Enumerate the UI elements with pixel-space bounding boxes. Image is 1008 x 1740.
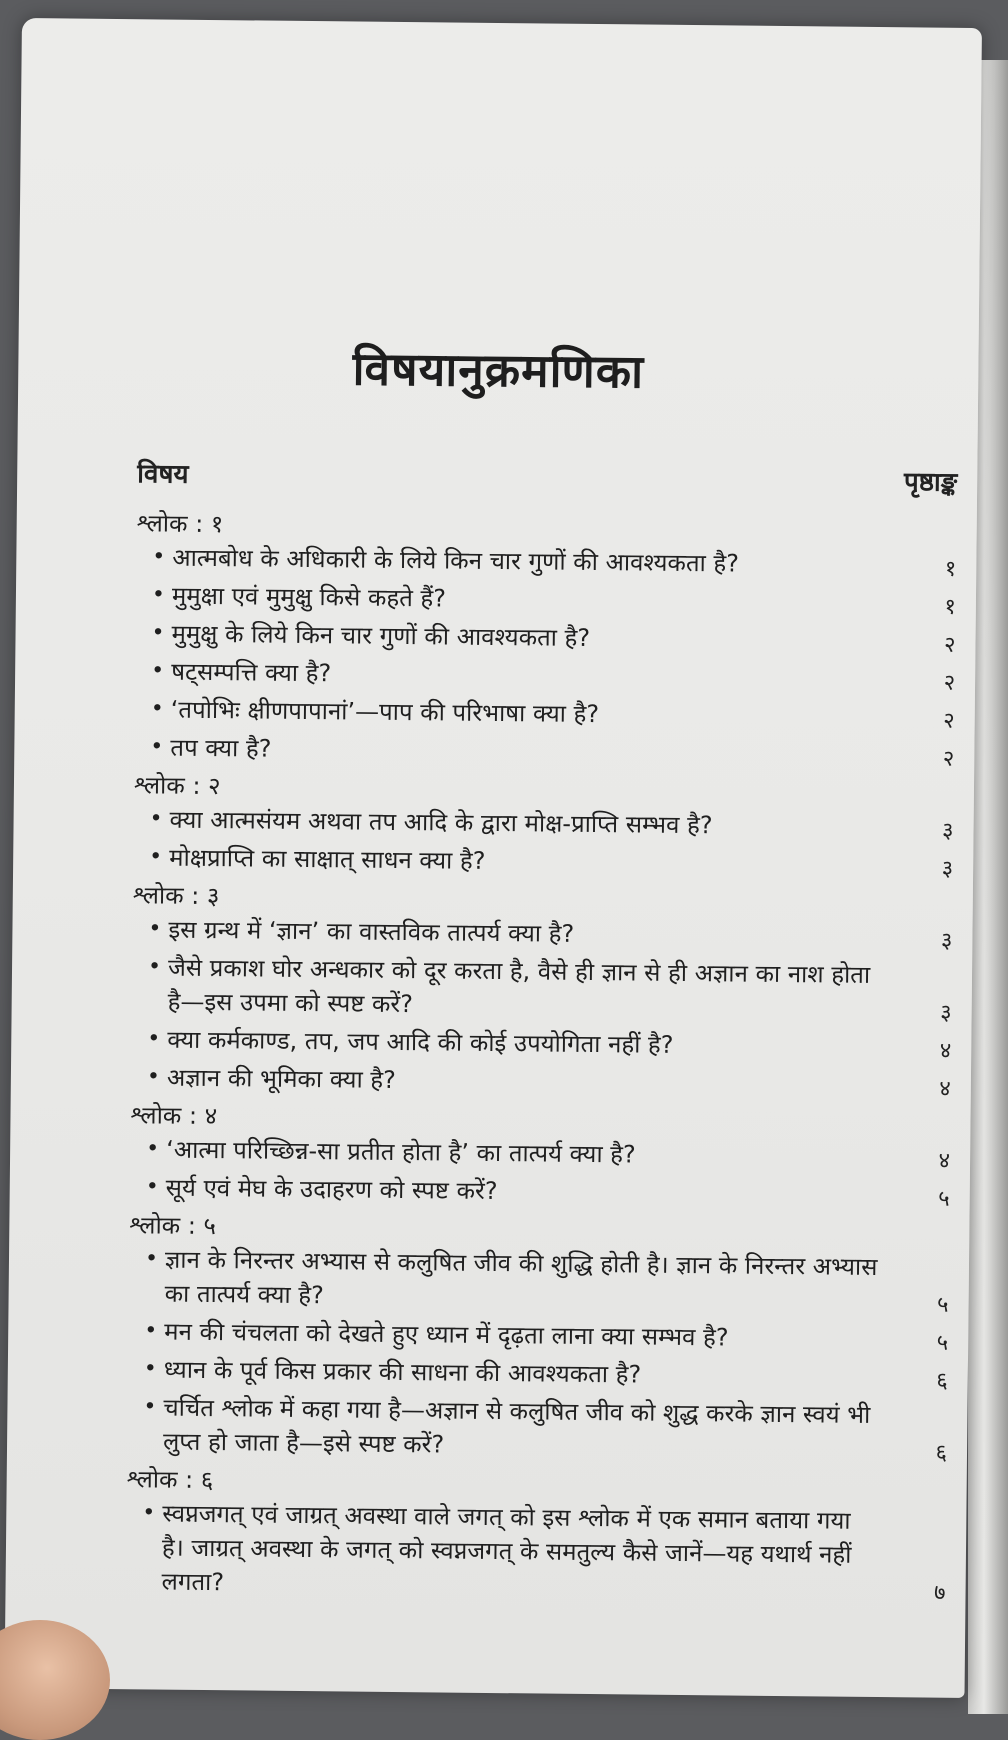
toc-entry <box>125 1496 946 1607</box>
entry-page-number: ३ <box>941 856 954 882</box>
toc-entry <box>135 654 955 697</box>
entry-page-number: ३ <box>940 928 953 954</box>
toc-entry <box>128 1352 948 1395</box>
bullet-icon: • <box>144 1246 159 1272</box>
toc-entry <box>132 950 953 1027</box>
entry-page-number: ३ <box>940 1000 952 1026</box>
entry-text: आत्मबोध के अधिकारी के लिये किन चार गुणों की आवश्यकता है? <box>172 543 740 578</box>
entry-text: ‘आत्मा परिच्छिन्न-सा प्रतीत होता है’ का तात्पर्य क्या है? <box>166 1135 636 1169</box>
section-heading: श्लोक : २ <box>133 771 221 801</box>
section-heading: श्लोक : ५ <box>129 1211 217 1241</box>
bullet-icon: • <box>150 734 164 760</box>
entry-page-number: ४ <box>938 1148 951 1174</box>
entry-text: ‘तपोभिः क्षीणपापानां’—पाप की परिभाषा क्या है? <box>170 695 600 729</box>
toc-section <box>134 506 957 773</box>
section-heading: श्लोक : १ <box>136 509 224 539</box>
entry-page-number: २ <box>943 670 956 696</box>
entry-text: षट्सम्पत्ति क्या है? <box>171 657 332 688</box>
entry-page-number: ७ <box>933 1580 946 1606</box>
column-header-subject: विषय <box>137 459 189 490</box>
bullet-icon: • <box>143 1356 157 1382</box>
entry-text: इस ग्रन्थ में ‘ज्ञान’ का वास्तविक तात्पर्य क्या है? <box>168 915 575 948</box>
entry-text: मुमुक्षा एवं मुमुक्षु किसे कहते हैं? <box>171 581 447 613</box>
entry-text: क्या कर्मकाण्ड, तप, जप आदि की कोई उपयोगिता नहीं है? <box>167 1025 674 1059</box>
section-heading: श्लोक : ६ <box>126 1465 214 1495</box>
section-heading: श्लोक : ४ <box>130 1101 218 1131</box>
toc-entry <box>130 1170 950 1213</box>
toc-section <box>131 878 953 1103</box>
toc-section <box>130 1098 951 1213</box>
entry-page-number: २ <box>942 746 955 772</box>
entry-text: मन की चंचलता को देखते हुए ध्यान में दृढ़ता लाना क्या सम्भव है? <box>164 1317 729 1352</box>
bullet-icon: • <box>147 1026 161 1052</box>
entry-text: ध्यान के पूर्व किस प्रकार की साधना की आवश्यकता है? <box>163 1355 642 1389</box>
bullet-icon: • <box>150 696 164 722</box>
toc-entry <box>133 802 953 845</box>
column-header-page: पृष्ठाङ्क <box>903 467 958 498</box>
bullet-icon: • <box>148 916 162 942</box>
entry-text: चर्चित श्लोक में कहा गया है—अज्ञान से कलुषित जीव को शुद्ध करके ज्ञान स्वयं भी लुप्त हो जाता है—इसे स्पष्ट करें? <box>162 1393 871 1459</box>
entry-page-number: १ <box>944 594 957 620</box>
entry-text: क्या आत्मसंयम अथवा तप आदि के द्वारा मोक्ष-प्राप्ति सम्भव है? <box>169 805 713 840</box>
toc-entry <box>135 692 955 735</box>
bullet-icon: • <box>151 620 165 646</box>
entry-page-number: ५ <box>936 1330 949 1356</box>
toc-entry <box>135 616 955 659</box>
toc-entry <box>132 912 952 955</box>
bullet-icon: • <box>151 582 166 608</box>
entry-text: ज्ञान के निरन्तर अभ्यास से कलुषित जीव की शुद्धि होती है। ज्ञान के निरन्तर अभ्यास का तात्पर्य क्या है? <box>164 1245 878 1310</box>
entry-page-number: २ <box>943 708 955 734</box>
toc-entry <box>134 730 954 773</box>
entry-text: जैसे प्रकाश घोर अन्धकार को दूर करता है, वैसे ही ज्ञान से ही अज्ञान का नाश होता है—इस उपमा को स्पष्ट करें? <box>167 953 871 1019</box>
bullet-icon: • <box>147 954 162 980</box>
bullet-icon: • <box>144 1318 158 1344</box>
toc-entry <box>131 1060 951 1103</box>
toc-section <box>133 768 954 883</box>
toc-entry <box>130 1132 950 1175</box>
entry-page-number: ६ <box>935 1440 948 1466</box>
bullet-icon: • <box>149 844 163 870</box>
entry-text: मुमुक्षु के लिये किन चार गुणों की आवश्यकता है? <box>171 619 591 652</box>
entry-page-number: १ <box>944 556 957 582</box>
entry-text: स्वप्नजगत् एवं जाग्रत् अवस्था वाले जगत् को इस श्लोक में एक समान बताया गया है। जाग्रत् अवस्था के जगत् को स्वप्नजगत् के समतुल्य कैसे जानें—यह यथार्थ नहीं लगता? <box>161 1499 852 1597</box>
bullet-icon: • <box>142 1500 156 1526</box>
entry-page-number: ४ <box>939 1038 952 1064</box>
toc-entry <box>136 578 956 621</box>
entry-page-number: ४ <box>939 1076 951 1102</box>
table-of-contents <box>125 504 956 1611</box>
entry-page-number: ३ <box>941 818 954 844</box>
entry-text: मोक्षप्राप्ति का साक्षात् साधन क्या है? <box>169 843 486 875</box>
bullet-icon: • <box>146 1064 161 1090</box>
toc-section <box>125 1462 946 1607</box>
toc-entry <box>133 840 953 883</box>
bullet-icon: • <box>152 544 166 570</box>
bullet-icon: • <box>149 806 163 832</box>
entry-text: सूर्य एवं मेघ के उदाहरण को स्पष्ट करें? <box>165 1173 498 1206</box>
bullet-icon: • <box>145 1174 159 1200</box>
entry-page-number: २ <box>943 632 956 658</box>
toc-entry <box>136 540 956 583</box>
page-title: विषयानुक्रमणिका <box>352 341 645 399</box>
section-heading: श्लोक : ३ <box>132 881 220 911</box>
entry-text: तप क्या है? <box>170 733 272 763</box>
bullet-icon: • <box>146 1136 160 1162</box>
toc-entry <box>128 1314 948 1357</box>
toc-entry <box>131 1022 951 1065</box>
entry-page-number: ६ <box>936 1368 948 1394</box>
book-page <box>5 18 982 1698</box>
toc-entry <box>127 1390 948 1467</box>
toc-section <box>127 1208 950 1467</box>
bullet-icon: • <box>151 658 165 684</box>
entry-page-number: ५ <box>936 1292 949 1318</box>
toc-entry <box>128 1242 949 1319</box>
entry-text: अज्ञान की भूमिका क्या है? <box>166 1063 397 1094</box>
bullet-icon: • <box>143 1394 157 1420</box>
entry-page-number: ५ <box>938 1186 950 1212</box>
